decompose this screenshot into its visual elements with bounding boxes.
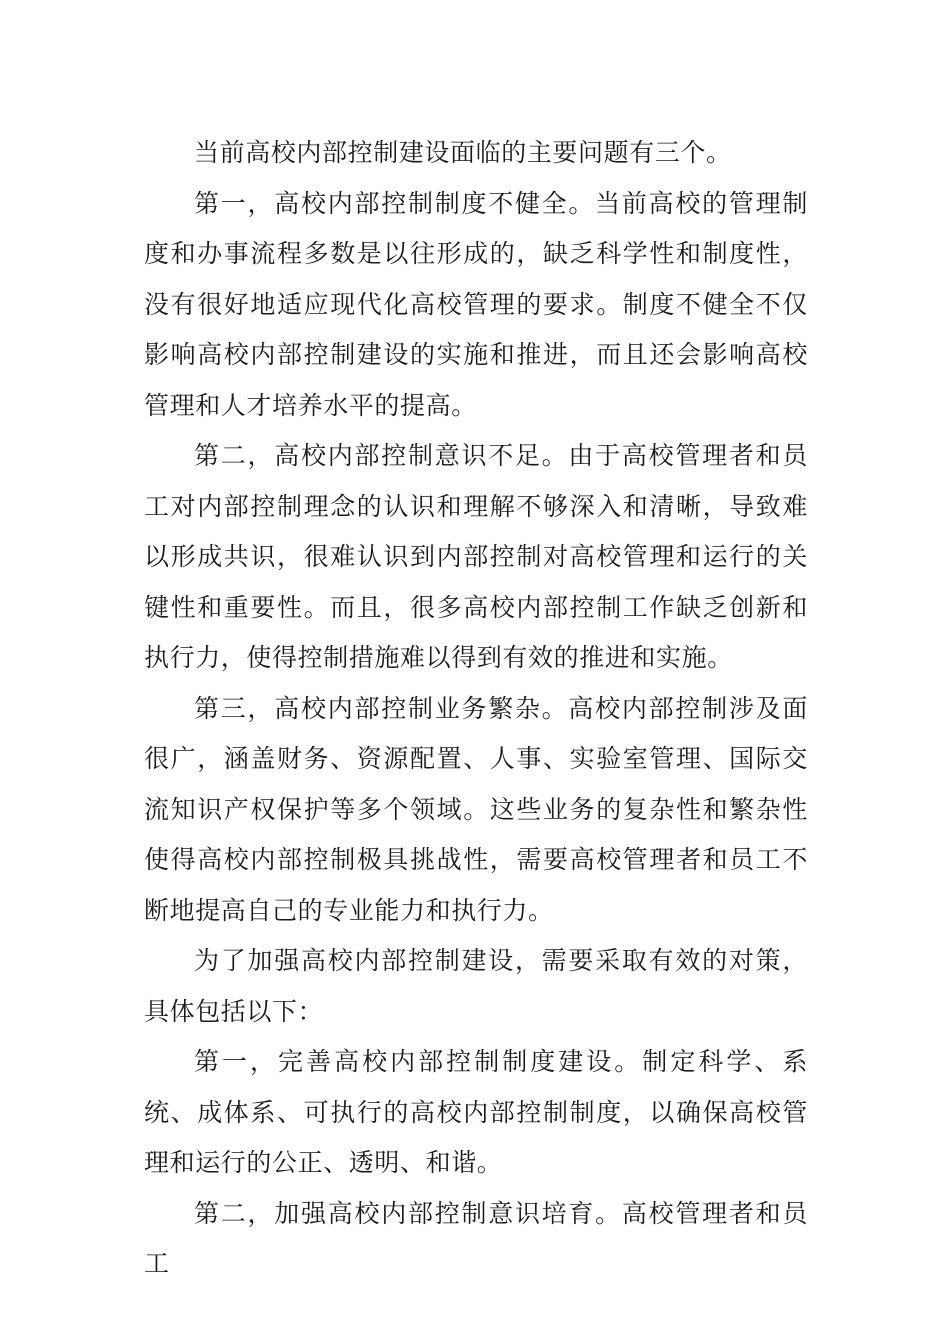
- document-body: [144, 128, 808, 1290]
- paragraph-problem-1: 第一，高校内部控制制度不健全。当前高校的管理制度和办事流程多数是以往形成的，缺乏科学性和制度性，没有很好地适应现代化高校管理的要求。制度不健全不仅影响高校内部控制建设的实施和推进，而且还会影响高校管理和人才培养水平的提高。: [144, 188, 808, 420]
- paragraph-measures-intro: 为了加强高校内部控制建设，需要采取有效的对策，具体包括以下：: [144, 946, 808, 1026]
- paragraph-measure-1: 第一，完善高校内部控制制度建设。制定科学、系统、成体系、可执行的高校内部控制制度，以确保高校管理和运行的公正、透明、和谐。: [144, 1047, 808, 1177]
- paragraph-problem-3: 第三，高校内部控制业务繁杂。高校内部控制涉及面很广，涵盖财务、资源配置、人事、实验室管理、国际交流知识产权保护等多个领域。这些业务的复杂性和繁杂性使得高校内部控制极具挑战性，需要高校管理者和员工不断地提高自己的专业能力和执行力。: [144, 693, 808, 925]
- paragraph-problem-2: 第二，高校内部控制意识不足。由于高校管理者和员工对内部控制理念的认识和理解不够深入和清晰，导致难以形成共识，很难认识到内部控制对高校管理和运行的关键性和重要性。而且，很多高校内部控制工作缺乏创新和执行力，使得控制措施难以得到有效的推进和实施。: [144, 441, 808, 672]
- paragraph-measure-2: 第二，加强高校内部控制意识培育。高校管理者和员工: [144, 1198, 808, 1278]
- paragraph-intro: 当前高校内部控制建设面临的主要问题有三个。: [194, 138, 732, 167]
